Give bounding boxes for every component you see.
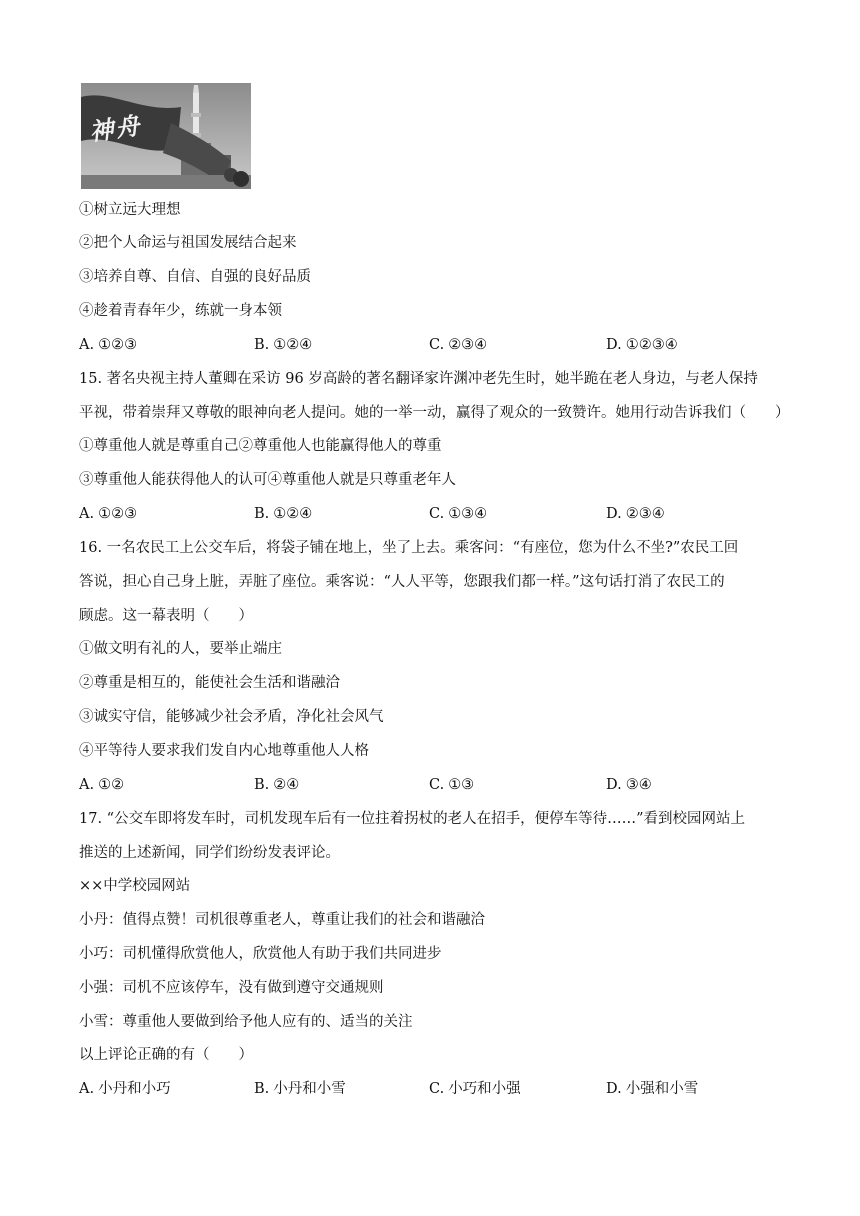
q16-stem-line-1: 16. 一名农民工上公交车后，将袋子铺在地上，坐了上去。乘客问：“有座位，您为什么不坐?”农民工回	[79, 540, 739, 556]
q17-comment-xiaoqiang: 小强：司机不应该停车，没有做到遵守交通规则	[79, 980, 384, 996]
q15-stem-line-1: 15. 著名央视主持人董卿在采访 96 岁高龄的著名翻译家许渊冲老先生时，她半跪在老人身边，与老人保持	[79, 371, 758, 387]
option-label: A.	[79, 337, 95, 353]
option-text: ①②③	[98, 506, 138, 522]
option-label: B.	[254, 1081, 270, 1097]
q15-statements-1: ①尊重他人就是尊重自己②尊重他人也能赢得他人的尊重	[79, 438, 442, 454]
q17-comment-xiaoxue: 小雪：尊重他人要做到给予他人应有的、适当的关注	[79, 1014, 413, 1030]
q17-question: 以上评论正确的有（ ）	[79, 1047, 253, 1063]
q14-option-c[interactable]	[429, 335, 487, 355]
q17-comment-xiaoqiao: 小巧：司机懂得欣赏他人，欣赏他人有助于我们共同进步	[79, 946, 442, 962]
q14-statement-2: ②把个人命运与祖国发展结合起来	[79, 235, 297, 251]
option-text: ③④	[625, 777, 652, 793]
q14-statement-3: ③培养自尊、自信、自强的良好品质	[79, 269, 311, 285]
q16-stem-line-2: 答说，担心自己身上脏，弄脏了座位。乘客说：“人人平等，您跟我们都一样。”这句话打消了农民工的	[79, 574, 725, 590]
option-text: ②③④	[625, 506, 665, 522]
q16-option-b[interactable]	[254, 775, 299, 795]
q17-option-b[interactable]	[254, 1079, 346, 1099]
q17-option-c[interactable]	[429, 1079, 521, 1099]
q14-statement-1: ①树立远大理想	[79, 202, 181, 218]
option-label: B.	[254, 337, 270, 353]
q15-option-b[interactable]	[254, 504, 312, 524]
q16-option-d[interactable]	[606, 775, 652, 795]
option-text: ①②③④	[625, 337, 678, 353]
option-text: ①③④	[448, 506, 488, 522]
q17-comment-xiaodan: 小丹：值得点赞！司机很尊重老人，尊重让我们的社会和谐融洽	[79, 912, 485, 928]
q15-statements-2: ③尊重他人能获得他人的认可④尊重他人就是只尊重老年人	[79, 472, 456, 488]
option-text: 小丹和小巧	[98, 1081, 171, 1097]
option-text: ②④	[273, 777, 300, 793]
option-label: C.	[429, 506, 445, 522]
option-label: D.	[606, 777, 622, 793]
q17-stem-line-1: 17. “公交车即将发车时，司机发现车后有一位拄着拐杖的老人在招手，便停车等待……”看到校园网站上	[79, 811, 745, 827]
q15-option-a[interactable]	[79, 504, 137, 524]
option-text: 小强和小雪	[625, 1081, 699, 1097]
q14-option-b[interactable]	[254, 335, 312, 355]
option-text: 小丹和小雪	[273, 1081, 346, 1097]
q14-statement-4: ④趁着青春年少，练就一身本领	[79, 303, 282, 319]
option-label: D.	[606, 506, 622, 522]
option-label: A.	[79, 777, 95, 793]
q17-site-name: ××中学校园网站	[79, 878, 191, 894]
option-label: C.	[429, 337, 445, 353]
option-label: A.	[79, 1081, 95, 1097]
option-label: C.	[429, 777, 445, 793]
option-text: ②③④	[448, 337, 488, 353]
option-label: B.	[254, 506, 270, 522]
q17-stem-line-2: 推送的上述新闻，同学们纷纷发表评论。	[79, 845, 340, 861]
option-label: A.	[79, 506, 95, 522]
q16-stem-line-3: 顾虑。这一幕表明（ ）	[79, 608, 253, 624]
shenzhou-launch-photo	[81, 83, 251, 189]
option-text: ①②	[98, 777, 125, 793]
photo-flag-text: 神舟	[87, 110, 144, 147]
option-text: ①②③	[98, 337, 138, 353]
q16-statement-2: ②尊重是相互的，能使社会生活和谐融洽	[79, 675, 340, 691]
q16-statement-3: ③诚实守信，能够减少社会矛盾，净化社会风气	[79, 709, 384, 725]
q17-option-d[interactable]	[606, 1079, 698, 1099]
q16-option-c[interactable]	[429, 775, 474, 795]
option-label: B.	[254, 777, 270, 793]
option-text: ①②④	[273, 506, 313, 522]
option-label: C.	[429, 1081, 445, 1097]
option-text: ①②④	[273, 337, 313, 353]
q15-stem-line-2: 平视，带着崇拜又尊敬的眼神向老人提问。她的一举一动，赢得了观众的一致赞许。她用行动告诉我们（ ）	[79, 405, 790, 421]
option-label: D.	[606, 337, 622, 353]
option-text: 小巧和小强	[448, 1081, 521, 1097]
option-label: D.	[606, 1081, 622, 1097]
q14-option-d[interactable]	[606, 335, 678, 355]
q17-option-a[interactable]	[79, 1079, 171, 1099]
q16-statement-4: ④平等待人要求我们发自内心地尊重他人人格	[79, 743, 369, 759]
q15-option-d[interactable]	[606, 504, 665, 524]
q16-option-a[interactable]	[79, 775, 124, 795]
option-text: ①③	[448, 777, 475, 793]
q15-option-c[interactable]	[429, 504, 487, 524]
q14-option-a[interactable]	[79, 335, 137, 355]
q16-statement-1: ①做文明有礼的人，要举止端庄	[79, 641, 282, 657]
